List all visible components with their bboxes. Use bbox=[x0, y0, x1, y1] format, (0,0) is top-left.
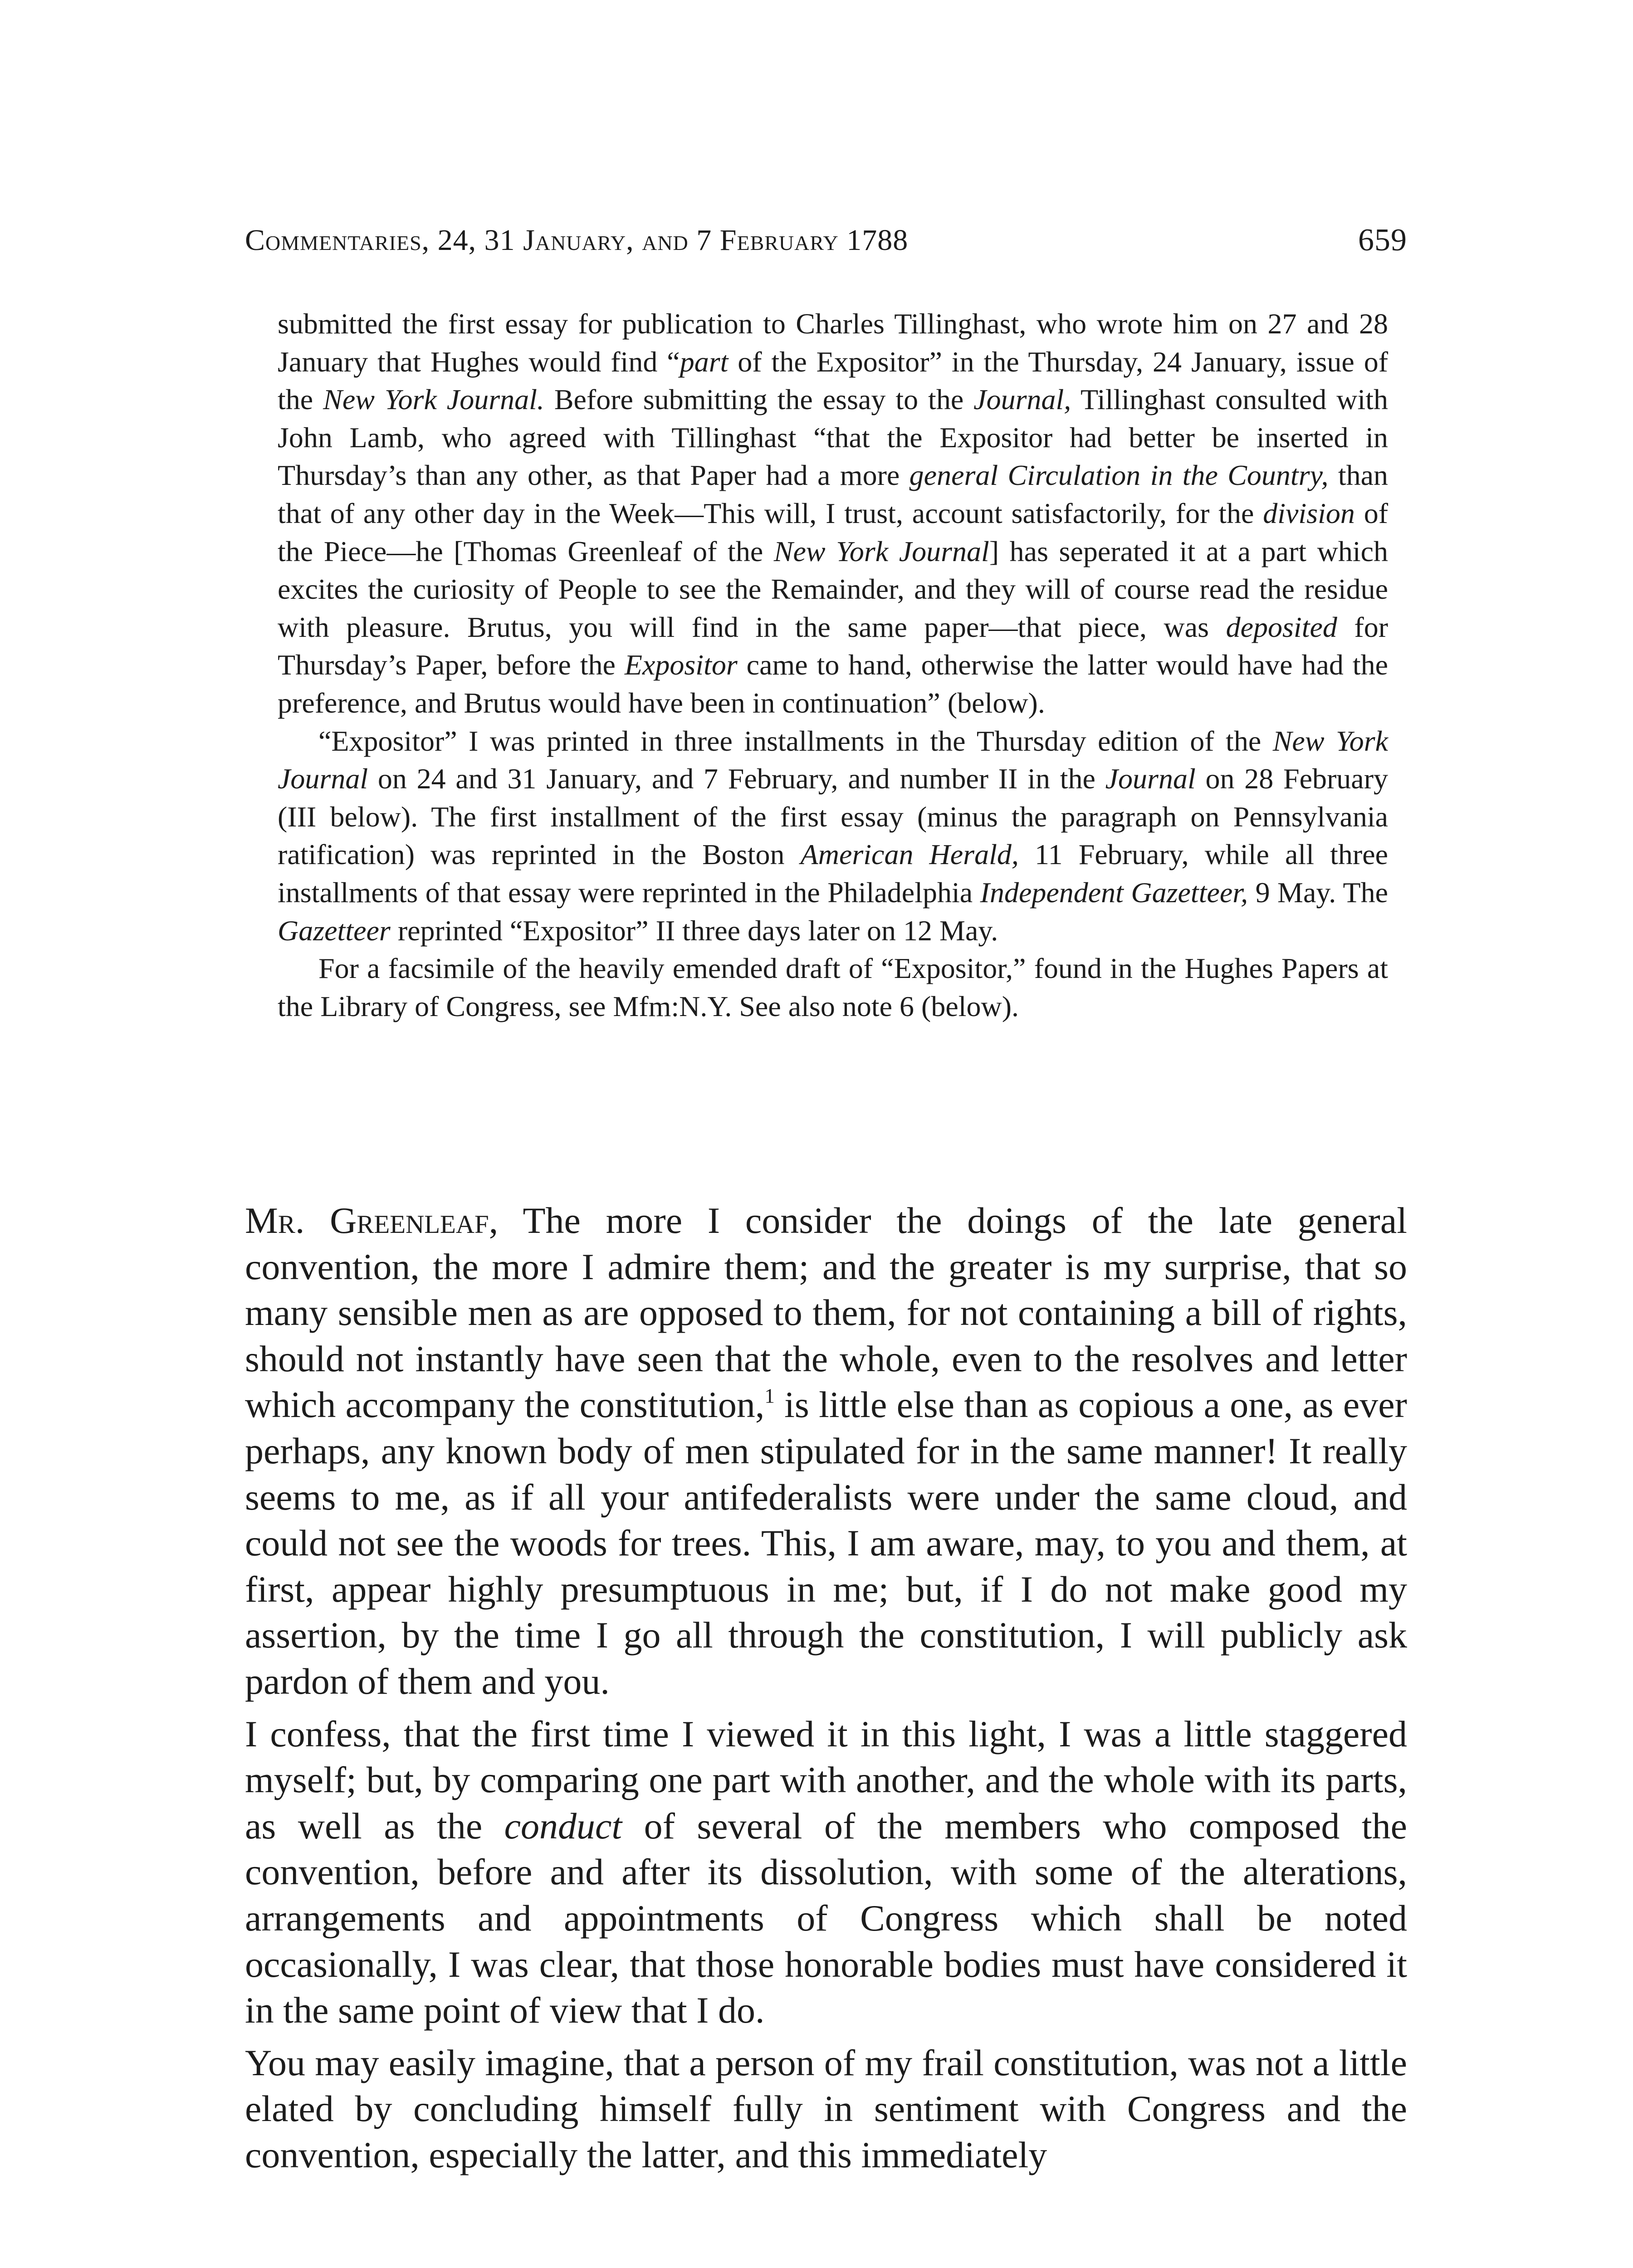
running-head bbox=[245, 213, 1407, 268]
essay-text bbox=[245, 1198, 1407, 2184]
running-title: Commentaries, 24, 31 January, and 7 February 1788 bbox=[245, 224, 909, 257]
editorial-headnote bbox=[278, 305, 1388, 1025]
salutation: Mr. Greenleaf, bbox=[245, 1200, 499, 1241]
headnote-paragraph: For a facsimile of the heavily emended draft of “Expositor,” found in the Hughes Papers at the Library of Congress, see Mfm:N.Y. See also note 6 (below). bbox=[278, 952, 1388, 1022]
page-number: 659 bbox=[1358, 223, 1407, 258]
headnote-paragraph: submitted the first essay for publication to Charles Tillinghast, who wrote him on 27 and 28 January that Hughes would find “part of the Expositor” in the Thursday, 24 January, issue of the New York Journal. Before submitting the essay to the Journal, Tillinghast consulted with John Lamb, who agreed with Tillinghast “that the Expositor had better be inserted in Thursday’s than any other, as that Paper had a more general Circulation in the Country, than that of any other day in the Week—This will, I trust, account satisfactorily, for the division of the Piece—he [Thomas Greenleaf of the New York Journal] has seperated it at a part which excites the curiosity of People to see the Remainder, and they will of course read the residue with pleasure. Brutus, you will find in the same paper—that piece, was deposited for Thursday’s Paper, before the Expositor came to hand, otherwise the latter would have had the preference, and Brutus would have been in continuation” (below). bbox=[278, 308, 1389, 719]
essay-paragraph: Mr. Greenleaf, The more I consider the doings of the late general convention, the more I admire them; and the greater is my surprise, that so many sensible men as are opposed to them, for not containing a bill of rights, should not instantly have seen that the whole, even to the resolves and letter which accompany the constitution,$^1$ is little else than as copious a one, as ever perhaps, any known body of men stipulated for in the same manner! It really seems to me, as if all your antifederalists were under the same cloud, and could not see the woods for trees. This, I am aware, may, to you and them, at first, appear highly presumptuous in me; but, if I do not make good my assertion, by the time I go all through the constitution, I will publicly ask pardon of them and you. bbox=[245, 1200, 1408, 1702]
essay-paragraph: You may easily imagine, that a person of my frail constitution, was not a little elated by concluding himself fully in sentiment with Congress and the convention, especially the latter, and this immediately bbox=[245, 2042, 1407, 2175]
footnote-reference: 1 bbox=[764, 1384, 775, 1408]
essay-paragraph: I confess, that the first time I viewed it in this light, I was a little staggered myself; but, by comparing one part with another, and the whole with its parts, as well as the conduct of several of the members who composed the convention, before and after its dissolution, with some of the alterations, arrangements and appointments of Congress which shall be noted occasionally, I was clear, that those honorable bodies must have considered it in the same point of view that I do. bbox=[245, 1713, 1407, 2031]
headnote-paragraph: “Expositor” I was printed in three installments in the Thursday edition of the New York Journal on 24 and 31 January, and 7 February, and number II in the Journal on 28 February (III below). The first installment of the first essay (minus the paragraph on Pennsylvania ratification) was reprinted in the Boston American Herald, 11 February, while all three installments of that essay were reprinted in the Philadelphia Independent Gazetteer, 9 May. The Gazetteer reprinted “Expositor” II three days later on 12 May. bbox=[278, 724, 1389, 947]
